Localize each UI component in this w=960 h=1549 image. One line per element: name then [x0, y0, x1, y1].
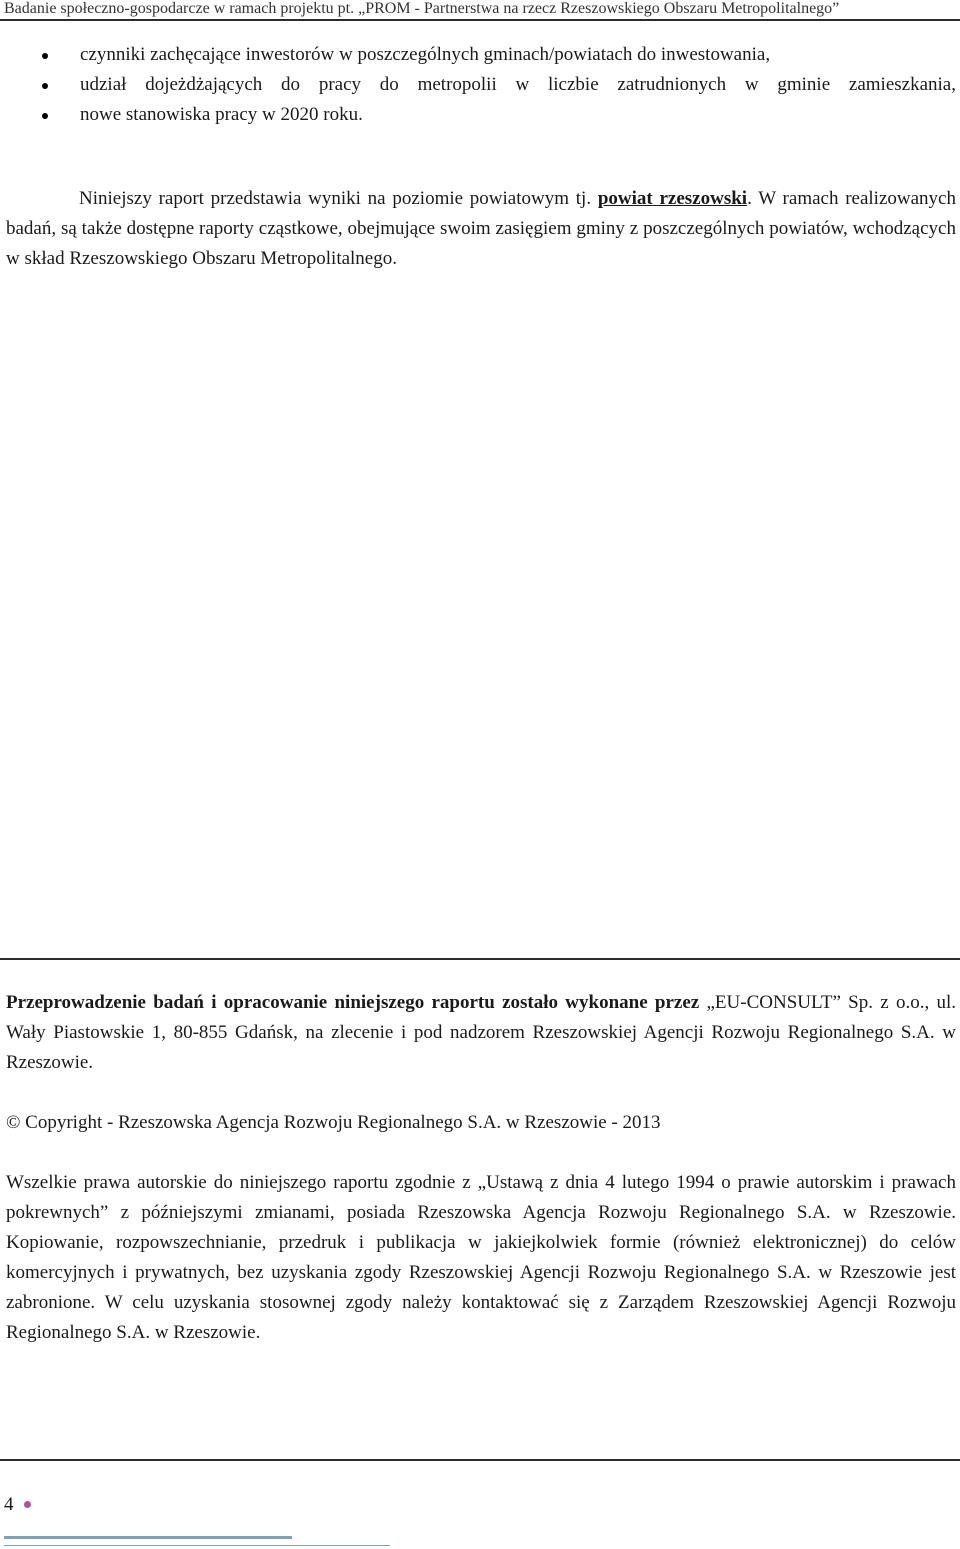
bullet-item: udział dojeżdżających do pracy do metropolii w liczbie zatrudnionych w gminie zamieszkania, [0, 70, 960, 100]
credits-rest-text: „EU-CONSULT” Sp. z o.o., ul. Wały Piastowskie 1, 80-855 Gdańsk, na zlecenie i pod nadzorem Rzeszowskiej Agencji Rozwoju Regionalnego S.A. w Rzeszowie. [6, 992, 957, 1073]
report-rest-text: W ramach realizowanych badań, są także dostępne raporty cząstkowe, obejmujące swoim zasięgiem gminy z poszczególnych powiatów, wchodzących w skład Rzeszowskiego Obszaru Metropolitalnego. [6, 188, 956, 269]
running-header: Badanie społeczno-gospodarcze w ramach projektu pt. „PROM - Partnerstwa na rzecz Rzeszowskiego Obszaru Metropolitalnego” [4, 0, 840, 17]
header-divider [0, 19, 960, 21]
footer-decoration-thin-line [4, 1545, 390, 1546]
bullet-list [0, 40, 960, 130]
page-dot-icon [24, 1501, 31, 1508]
bullet-item: nowe stanowiska pracy w 2020 roku. [0, 100, 960, 130]
rights-paragraph: Wszelkie prawa autorskie do niniejszego raportu zgodnie z „Ustawą z dnia 4 lutego 1994 o prawie autorskim i prawach pokrewnych” z późniejszymi zmianami, posiada Rzeszowska Agencja Rozwoju Regionalnego S.A. w Rzeszowie. Kopiowanie, rozpowszechnianie, przedruk i publikacja w jakiejkolwiek formie (również elektronicznej) do celów komercyjnych i prywatnych, bez uzyskania zgody Rzeszowskiej Agencji Rozwoju Regionalnego S.A. w Rzeszowie jest zabronione. W celu uzyskania stosownej zgody należy kontaktować się z Zarządem Rzeszowskiej Agencji Rozwoju Regionalnego S.A. w Rzeszowie. [6, 1172, 956, 1343]
credits-bold-text: Przeprowadzenie badań i opracowanie niniejszego raportu zostało wykonane przez [6, 992, 700, 1013]
footer-decoration-line [4, 1536, 292, 1539]
footer-divider [0, 1459, 960, 1461]
bullet-item: czynniki zachęcające inwestorów w poszczególnych gminach/powiatach do inwestowania, [0, 40, 960, 70]
copyright-line: © Copyright - Rzeszowska Agencja Rozwoju Regionalnego S.A. w Rzeszowie - 2013 [6, 1112, 661, 1133]
report-lead-text: Niniejszy raport przedstawia wyniki na poziomie powiatowym tj. [79, 188, 592, 209]
page-number: 4 [4, 1494, 14, 1515]
report-dot: . [747, 188, 752, 209]
section-divider [0, 958, 960, 960]
report-scope-paragraph [6, 184, 956, 274]
credits-paragraph [6, 988, 956, 1078]
report-highlight: powiat rzeszowski [597, 188, 748, 209]
